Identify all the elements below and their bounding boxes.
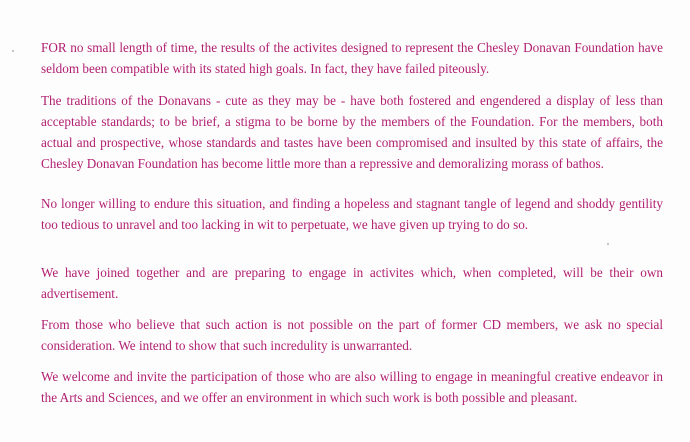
paragraph-6 bbox=[41, 366, 663, 408]
paragraph-text: From those who believe that such action is not possible on the part of former CD members, we ask no special consideration. We intend to show that such incredulity is unwarranted. bbox=[41, 317, 663, 353]
paragraph-3 bbox=[41, 193, 663, 235]
paragraph-text: No longer willing to endure this situation, and finding a hopeless and stagnant tangle of legend and shoddy gentility too tedious to unravel and too lacking in wit to perpetuate, we have given up trying to do so. bbox=[41, 196, 663, 232]
paragraph-text: We have joined together and are preparing to engage in activites which, when completed, will be their own advertisement. bbox=[41, 265, 663, 301]
paragraph-5 bbox=[41, 314, 663, 356]
paragraph-1 bbox=[41, 37, 663, 79]
paragraph-2 bbox=[41, 90, 663, 174]
paragraph-4 bbox=[41, 262, 663, 304]
paragraph-text: The traditions of the Donavans - cute as they may be - have both fostered and engendered a display of less than acceptable standards; to be brief, a stigma to be borne by the members of the Foundation. For the members, both actual and prospective, whose standards and tastes have been compromised and insulted by this state of affairs, the Chesley Donavan Foundation has become little more than a repressive and demoralizing morass of bathos. bbox=[41, 93, 663, 171]
paragraph-text: We welcome and invite the participation of those who are also willing to engage in meaningful creative endeavor in the Arts and Sciences, and we offer an environment in which such work is both possible and pleasant. bbox=[41, 369, 663, 405]
paper-speck bbox=[12, 50, 14, 52]
paragraph-text: FOR no small length of time, the results of the activites designed to represent the Chesley Donavan Foundation have seldom been compatible with its stated high goals. In fact, they have failed piteously. bbox=[41, 40, 663, 76]
paper-speck bbox=[607, 243, 609, 245]
